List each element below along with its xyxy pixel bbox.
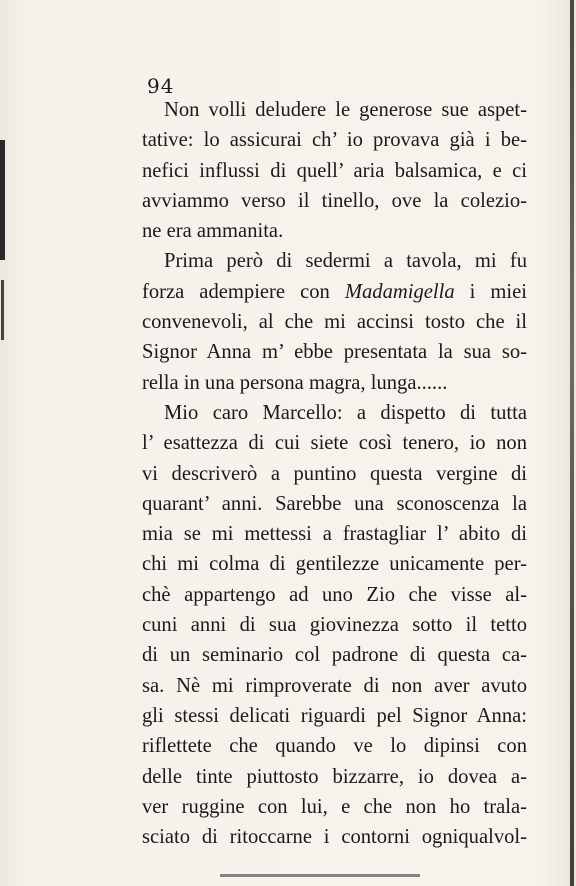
text-line: nefici influssi di quell’ aria balsamica, e ci xyxy=(142,159,527,182)
text-line: quarant’ anni. Sarebbe una sconoscenza la xyxy=(142,492,527,515)
page-edge-shadow xyxy=(570,0,574,886)
text-line: mia se mi mettessi a frastagliar l’ abito di xyxy=(142,523,527,546)
text-line: Mio caro Marcello: a dispetto di tutta xyxy=(164,401,527,424)
text-line: vi descriverò a puntino questa vergine di xyxy=(142,462,527,485)
bottom-edge-mark xyxy=(220,874,420,877)
paragraph xyxy=(142,246,527,397)
paragraph xyxy=(142,95,527,246)
text-line: di un seminario col padrone di questa ca- xyxy=(142,644,527,667)
text-line: ne era ammanita. xyxy=(142,220,284,243)
page-number: 94 xyxy=(147,74,175,98)
text-line: cuni anni di sua giovinezza sotto il tetto xyxy=(142,614,527,637)
text-line: convenevoli, al che mi accinsi tosto che il xyxy=(142,311,527,334)
binding-shadow xyxy=(0,140,5,260)
text-line: Signor Anna m’ ebbe presentata la sua so- xyxy=(142,341,527,364)
text-line: tative: lo assicurai ch’ io provava già i be- xyxy=(142,129,527,152)
text-line: Non volli deludere le generose sue aspet- xyxy=(164,99,527,121)
text-line: Prima però di sedermi a tavola, mi fu xyxy=(164,250,527,273)
text-line: chè appartengo ad uno Zio che visse al- xyxy=(142,583,527,606)
text-line: ver ruggine con lui, e che non ho trala- xyxy=(142,795,527,818)
text-line: riflettete che quando ve lo dipinsi con xyxy=(142,735,527,758)
text-line: sciato di ritoccarne i contorni ogniqualvol- xyxy=(142,826,527,849)
text-line: chi mi colma di gentilezze unicamente per- xyxy=(142,553,527,576)
text-line: avviammo verso il tinello, ove la colezio- xyxy=(142,189,527,212)
body-text xyxy=(142,95,527,852)
text-line: l’ esattezza di cui siete così tenero, io non xyxy=(142,432,527,455)
paragraph xyxy=(142,398,527,852)
text-line: gli stessi delicati riguardi pel Signor Anna: xyxy=(142,704,527,727)
text-line: delle tinte piuttosto bizzarre, io dovea a- xyxy=(142,765,527,788)
text-line: rella in una persona magra, lunga...... xyxy=(142,371,448,394)
text-line: forza adempiere con Madamigella i miei xyxy=(142,280,528,303)
text-line: sa. Nè mi rimproverate di non aver avuto xyxy=(142,674,527,697)
binding-shadow-lower xyxy=(1,280,4,340)
